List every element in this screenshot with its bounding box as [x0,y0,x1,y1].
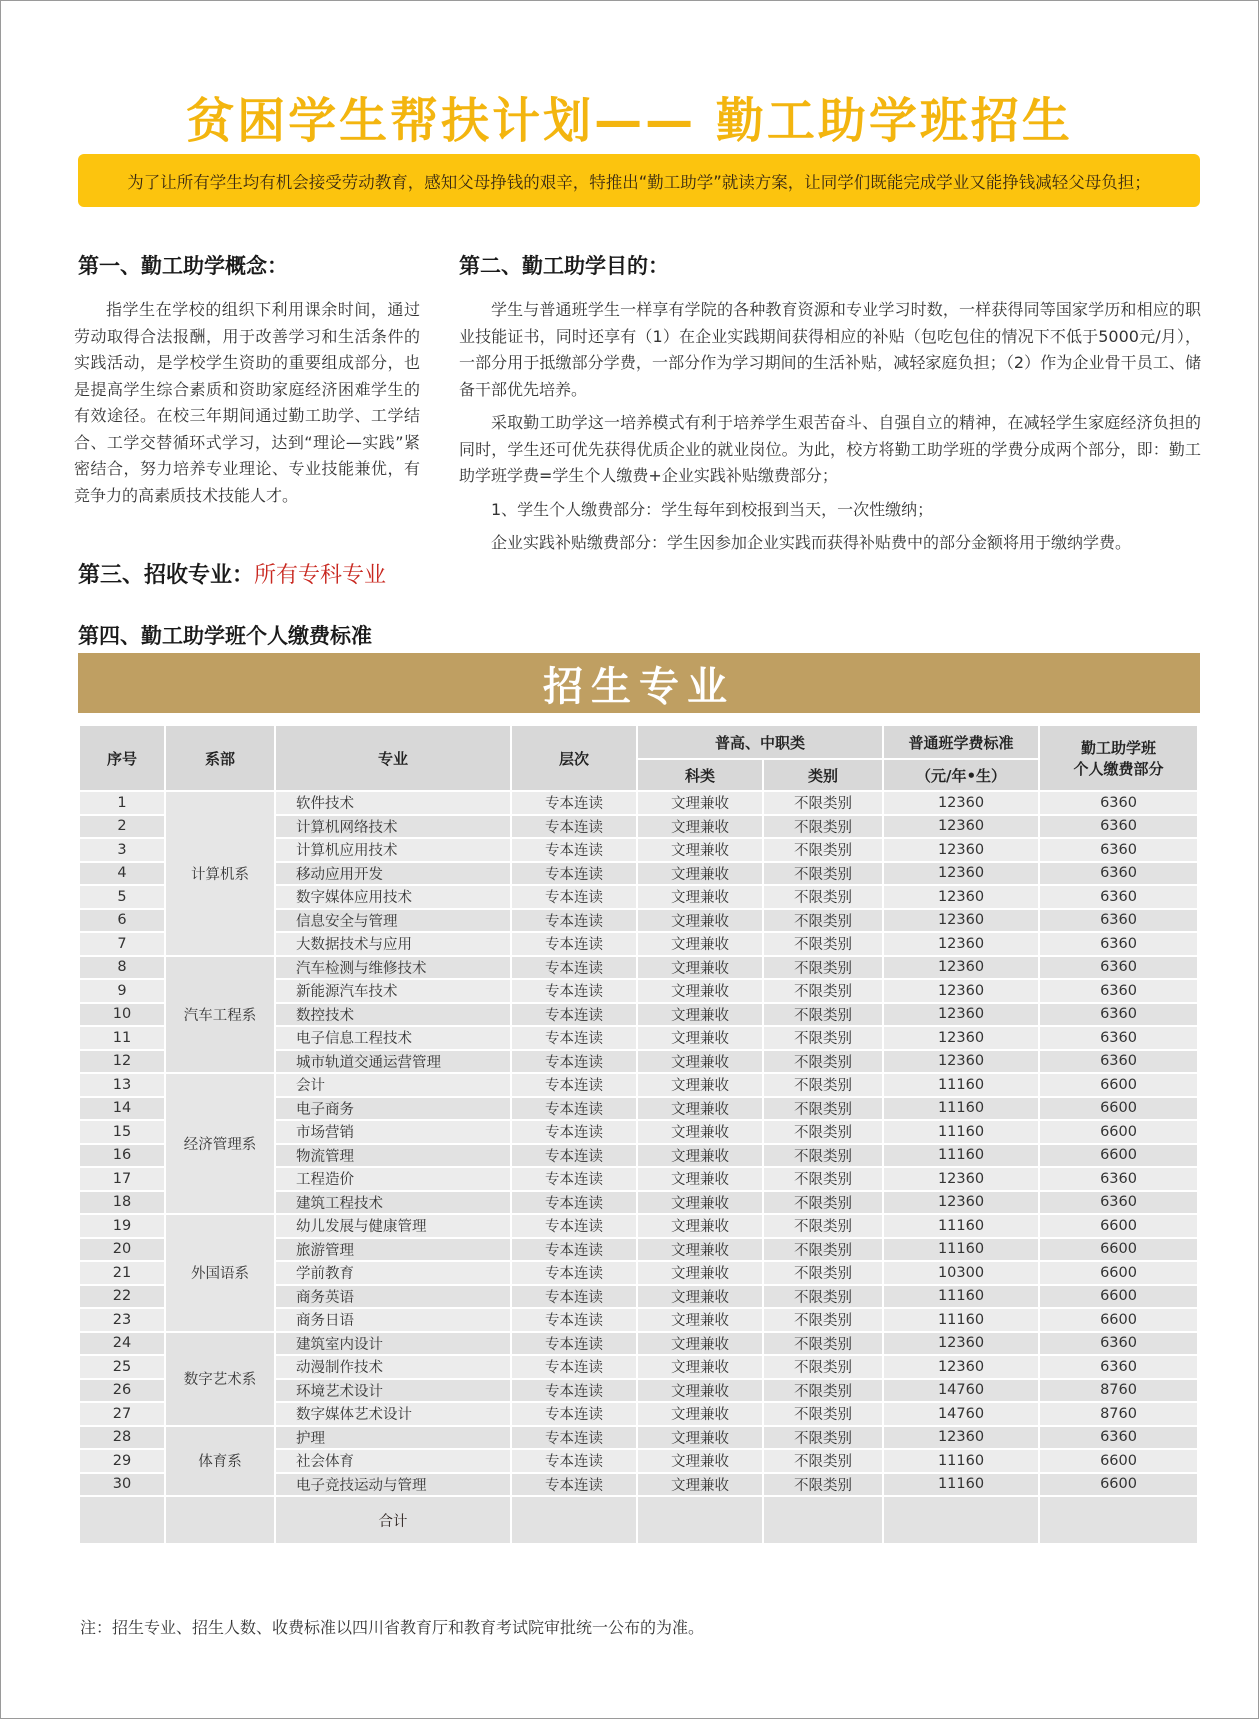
header-major: 专业 [275,725,511,791]
cell-subject: 文理兼收 [637,1026,763,1050]
cell-category: 不限类别 [763,862,883,886]
cell-work-fee: 6600 [1039,1073,1198,1097]
cell-std-fee: 11160 [883,1120,1039,1144]
cell-subject: 文理兼收 [637,979,763,1003]
cell-major: 旅游管理 [275,1238,511,1262]
cell-std-fee: 12360 [883,815,1039,839]
cell-category: 不限类别 [763,1026,883,1050]
section3-heading [78,558,386,589]
cell-subject: 文理兼收 [637,1050,763,1074]
section4-heading: 第四、勤工助学班个人缴费标准 [78,624,372,648]
cell-level: 专本连读 [511,1285,637,1309]
table-row [79,1214,1198,1238]
cell-work-fee: 6360 [1039,932,1198,956]
table-row [79,956,1198,980]
cell-seq: 11 [79,1026,165,1050]
cell-seq: 28 [79,1426,165,1450]
cell-level: 专本连读 [511,791,637,815]
cell-level: 专本连读 [511,1379,637,1403]
cell-seq: 17 [79,1167,165,1191]
cell-level: 专本连读 [511,1426,637,1450]
header-std-fee-1: 普通班学费标准 [883,725,1039,759]
cell-dept: 体育系 [165,1426,275,1497]
cell-subject: 文理兼收 [637,909,763,933]
cell-std-fee: 12360 [883,885,1039,909]
cell-level: 专本连读 [511,1473,637,1497]
cell-work-fee: 6360 [1039,838,1198,862]
cell-seq: 12 [79,1050,165,1074]
header-work-fee [1039,725,1198,791]
cell-major: 学前教育 [275,1261,511,1285]
cell-category: 不限类别 [763,1238,883,1262]
cell-category: 不限类别 [763,1214,883,1238]
cell-level: 专本连读 [511,1402,637,1426]
cell-seq: 21 [79,1261,165,1285]
total-seq [79,1496,165,1544]
total-level [511,1496,637,1544]
cell-work-fee: 6600 [1039,1120,1198,1144]
header-category: 类别 [763,759,883,791]
cell-work-fee: 6600 [1039,1144,1198,1168]
cell-major: 电子信息工程技术 [275,1026,511,1050]
table-row [79,791,1198,815]
cell-level: 专本连读 [511,1073,637,1097]
cell-level: 专本连读 [511,932,637,956]
cell-subject: 文理兼收 [637,1191,763,1215]
cell-level: 专本连读 [511,1167,637,1191]
total-subject [637,1496,763,1544]
cell-seq: 14 [79,1097,165,1121]
cell-level: 专本连读 [511,1026,637,1050]
table-row [79,1426,1198,1450]
cell-major: 电子竞技运动与管理 [275,1473,511,1497]
cell-work-fee: 6600 [1039,1214,1198,1238]
cell-category: 不限类别 [763,1050,883,1074]
cell-std-fee: 11160 [883,1073,1039,1097]
fee-table-body [79,791,1198,1496]
cell-dept: 计算机系 [165,791,275,956]
cell-subject: 文理兼收 [637,1308,763,1332]
table-row [79,1073,1198,1097]
cell-major: 汽车检测与维修技术 [275,956,511,980]
header-seq: 序号 [79,725,165,791]
cell-level: 专本连读 [511,1308,637,1332]
cell-major: 护理 [275,1426,511,1450]
cell-seq: 13 [79,1073,165,1097]
cell-subject: 文理兼收 [637,1167,763,1191]
header-work-fee-line1: 勤工助学班 [1081,739,1157,757]
cell-std-fee: 11160 [883,1097,1039,1121]
cell-subject: 文理兼收 [637,1214,763,1238]
cell-category: 不限类别 [763,956,883,980]
header-work-fee-line2: 个人缴费部分 [1073,760,1164,778]
cell-category: 不限类别 [763,1285,883,1309]
section1-paragraph: 指学生在学校的组织下利用课余时间，通过劳动取得合法报酬，用于改善学习和生活条件的实践活动，是学校学生资助的重要组成部分，也是提高学生综合素质和资助家庭经济困难学生的有效途径。在校三年期间通过勤工助学、工学结合、工学交替循环式学习，达到“理论—实践”紧密结合，努力培养专业理论、专业技能兼优，有竞争力的高素质技术技能人才。 [74,300,420,505]
cell-work-fee: 6360 [1039,1355,1198,1379]
cell-category: 不限类别 [763,1120,883,1144]
cell-level: 专本连读 [511,1050,637,1074]
cell-std-fee: 11160 [883,1238,1039,1262]
section3-label: 第三、招收专业： [78,563,255,588]
cell-std-fee: 12360 [883,932,1039,956]
table-banner-title: 招生专业 [543,663,735,710]
cell-major: 电子商务 [275,1097,511,1121]
cell-work-fee: 6360 [1039,1332,1198,1356]
cell-work-fee: 6360 [1039,979,1198,1003]
cell-seq: 9 [79,979,165,1003]
cell-level: 专本连读 [511,979,637,1003]
cell-seq: 18 [79,1191,165,1215]
cell-seq: 5 [79,885,165,909]
cell-subject: 文理兼收 [637,1144,763,1168]
cell-category: 不限类别 [763,838,883,862]
cell-level: 专本连读 [511,815,637,839]
cell-category: 不限类别 [763,1426,883,1450]
section2-paragraph-3: 1、学生个人缴费部分：学生每年到校报到当天，一次性缴纳； [491,499,934,519]
cell-category: 不限类别 [763,1261,883,1285]
cell-seq: 6 [79,909,165,933]
cell-work-fee: 6360 [1039,1050,1198,1074]
cell-level: 专本连读 [511,1238,637,1262]
cell-category: 不限类别 [763,1308,883,1332]
cell-dept: 经济管理系 [165,1073,275,1214]
cell-work-fee: 6360 [1039,1426,1198,1450]
cell-std-fee: 10300 [883,1261,1039,1285]
cell-work-fee: 6360 [1039,909,1198,933]
cell-level: 专本连读 [511,1097,637,1121]
cell-subject: 文理兼收 [637,932,763,956]
cell-seq: 3 [79,838,165,862]
cell-work-fee: 6360 [1039,1191,1198,1215]
cell-std-fee: 12360 [883,838,1039,862]
table-row [79,1332,1198,1356]
cell-work-fee: 6600 [1039,1285,1198,1309]
header-subject: 科类 [637,759,763,791]
cell-major: 工程造价 [275,1167,511,1191]
cell-std-fee: 12360 [883,956,1039,980]
cell-std-fee: 12360 [883,791,1039,815]
cell-category: 不限类别 [763,1167,883,1191]
cell-category: 不限类别 [763,1379,883,1403]
cell-major: 物流管理 [275,1144,511,1168]
cell-major: 新能源汽车技术 [275,979,511,1003]
cell-major: 幼儿发展与健康管理 [275,1214,511,1238]
cell-work-fee: 8760 [1039,1379,1198,1403]
cell-std-fee: 11160 [883,1144,1039,1168]
section2-paragraph-4: 企业实践补贴缴费部分：学生因参加企业实践而获得补贴费中的部分金额将用于缴纳学费。 [491,533,1132,552]
cell-std-fee: 12360 [883,1003,1039,1027]
cell-seq: 30 [79,1473,165,1497]
cell-work-fee: 6600 [1039,1473,1198,1497]
cell-seq: 26 [79,1379,165,1403]
cell-dept: 外国语系 [165,1214,275,1332]
cell-seq: 20 [79,1238,165,1262]
cell-level: 专本连读 [511,1003,637,1027]
cell-subject: 文理兼收 [637,1073,763,1097]
cell-major: 市场营销 [275,1120,511,1144]
cell-level: 专本连读 [511,1449,637,1473]
cell-subject: 文理兼收 [637,1097,763,1121]
cell-subject: 文理兼收 [637,838,763,862]
cell-work-fee: 6360 [1039,1026,1198,1050]
cell-std-fee: 11160 [883,1449,1039,1473]
cell-seq: 19 [79,1214,165,1238]
cell-category: 不限类别 [763,1191,883,1215]
cell-major: 商务英语 [275,1285,511,1309]
cell-category: 不限类别 [763,932,883,956]
intro-text: 为了让所有学生均有机会接受劳动教育，感知父母挣钱的艰辛，特推出“勤工助学”就读方案，让同学们既能完成学业又能挣钱减轻父母负担； [127,172,1151,192]
cell-std-fee: 12360 [883,1026,1039,1050]
cell-seq: 2 [79,815,165,839]
section2-paragraph-1: 学生与普通班学生一样享有学院的各种教育资源和专业学习时数，一样获得同等国家学历和相应的职业技能证书，同时还享有（1）在企业实践期间获得相应的补贴（包吃包住的情况下不低于5000元/月），一部分用于抵缴部分学费，一部分作为学习期间的生活补贴，减轻家庭负担；（2）作为企业骨干员工、储备干部优先培养。 [459,300,1201,399]
cell-level: 专本连读 [511,862,637,886]
cell-std-fee: 12360 [883,1426,1039,1450]
cell-category: 不限类别 [763,1473,883,1497]
cell-level: 专本连读 [511,838,637,862]
cell-major: 社会体育 [275,1449,511,1473]
section2-body [459,297,1201,564]
cell-work-fee: 6600 [1039,1238,1198,1262]
cell-level: 专本连读 [511,909,637,933]
fee-table [78,724,1199,1545]
cell-subject: 文理兼收 [637,1449,763,1473]
cell-level: 专本连读 [511,1214,637,1238]
cell-category: 不限类别 [763,815,883,839]
cell-dept: 汽车工程系 [165,956,275,1074]
table-banner [78,653,1200,713]
cell-subject: 文理兼收 [637,1238,763,1262]
cell-seq: 4 [79,862,165,886]
cell-level: 专本连读 [511,1332,637,1356]
cell-major: 数控技术 [275,1003,511,1027]
cell-std-fee: 14760 [883,1379,1039,1403]
cell-major: 大数据技术与应用 [275,932,511,956]
cell-subject: 文理兼收 [637,1120,763,1144]
cell-level: 专本连读 [511,1355,637,1379]
cell-level: 专本连读 [511,1261,637,1285]
cell-subject: 文理兼收 [637,1003,763,1027]
cell-std-fee: 12360 [883,862,1039,886]
cell-seq: 8 [79,956,165,980]
cell-dept: 数字艺术系 [165,1332,275,1426]
cell-category: 不限类别 [763,979,883,1003]
cell-major: 移动应用开发 [275,862,511,886]
cell-category: 不限类别 [763,885,883,909]
cell-std-fee: 12360 [883,1050,1039,1074]
cell-std-fee: 14760 [883,1402,1039,1426]
cell-seq: 23 [79,1308,165,1332]
cell-category: 不限类别 [763,1097,883,1121]
intro-banner [78,154,1200,207]
cell-work-fee: 8760 [1039,1402,1198,1426]
cell-seq: 15 [79,1120,165,1144]
cell-major: 环境艺术设计 [275,1379,511,1403]
cell-subject: 文理兼收 [637,1355,763,1379]
cell-work-fee: 6600 [1039,1097,1198,1121]
cell-major: 软件技术 [275,791,511,815]
cell-subject: 文理兼收 [637,956,763,980]
cell-work-fee: 6360 [1039,1003,1198,1027]
cell-work-fee: 6360 [1039,956,1198,980]
cell-std-fee: 11160 [883,1308,1039,1332]
cell-seq: 25 [79,1355,165,1379]
cell-major: 城市轨道交通运营管理 [275,1050,511,1074]
cell-major: 动漫制作技术 [275,1355,511,1379]
cell-seq: 24 [79,1332,165,1356]
cell-subject: 文理兼收 [637,791,763,815]
cell-major: 建筑室内设计 [275,1332,511,1356]
cell-std-fee: 12360 [883,909,1039,933]
section2-heading: 第二、勤工助学目的： [459,254,669,278]
cell-level: 专本连读 [511,1191,637,1215]
cell-major: 计算机应用技术 [275,838,511,862]
cell-std-fee: 12360 [883,1332,1039,1356]
cell-seq: 27 [79,1402,165,1426]
cell-std-fee: 12360 [883,1355,1039,1379]
cell-level: 专本连读 [511,1144,637,1168]
total-category [763,1496,883,1544]
cell-level: 专本连读 [511,885,637,909]
section1-body [74,297,420,509]
total-work-fee [1039,1496,1198,1544]
cell-seq: 1 [79,791,165,815]
page-title: 贫困学生帮扶计划—— 勤工助学班招生 [186,93,1073,149]
cell-category: 不限类别 [763,1355,883,1379]
cell-category: 不限类别 [763,1402,883,1426]
cell-subject: 文理兼收 [637,1285,763,1309]
cell-major: 建筑工程技术 [275,1191,511,1215]
cell-category: 不限类别 [763,1332,883,1356]
cell-major: 商务日语 [275,1308,511,1332]
total-label: 合计 [275,1496,511,1544]
cell-subject: 文理兼收 [637,1402,763,1426]
cell-seq: 7 [79,932,165,956]
cell-major: 信息安全与管理 [275,909,511,933]
cell-work-fee: 6360 [1039,862,1198,886]
cell-level: 专本连读 [511,1120,637,1144]
cell-major: 计算机网络技术 [275,815,511,839]
cell-subject: 文理兼收 [637,1379,763,1403]
header-group: 普高、中职类 [637,725,883,759]
cell-work-fee: 6360 [1039,791,1198,815]
cell-seq: 16 [79,1144,165,1168]
total-std-fee [883,1496,1039,1544]
cell-category: 不限类别 [763,791,883,815]
cell-subject: 文理兼收 [637,1473,763,1497]
cell-std-fee: 11160 [883,1214,1039,1238]
cell-subject: 文理兼收 [637,1261,763,1285]
cell-major: 数字媒体应用技术 [275,885,511,909]
cell-std-fee: 12360 [883,1167,1039,1191]
cell-category: 不限类别 [763,1003,883,1027]
cell-seq: 10 [79,1003,165,1027]
cell-work-fee: 6600 [1039,1261,1198,1285]
cell-std-fee: 11160 [883,1285,1039,1309]
cell-work-fee: 6600 [1039,1449,1198,1473]
cell-category: 不限类别 [763,1144,883,1168]
header-dept: 系部 [165,725,275,791]
cell-std-fee: 11160 [883,1473,1039,1497]
total-dept [165,1496,275,1544]
cell-seq: 22 [79,1285,165,1309]
section3-value: 所有专科专业 [254,563,387,588]
header-std-fee-2: （元/年•生） [883,759,1039,791]
cell-subject: 文理兼收 [637,1426,763,1450]
cell-work-fee: 6600 [1039,1308,1198,1332]
cell-subject: 文理兼收 [637,1332,763,1356]
cell-work-fee: 6360 [1039,815,1198,839]
section2-paragraph-2: 采取勤工助学这一培养模式有利于培养学生艰苦奋斗、自强自立的精神，在减轻学生家庭经济负担的同时，学生还可优先获得优质企业的就业岗位。为此，校方将勤工助学班的学费分成两个部分，即：勤工助学班学费=学生个人缴费+企业实践补贴缴费部分； [459,413,1201,485]
cell-subject: 文理兼收 [637,862,763,886]
cell-work-fee: 6360 [1039,885,1198,909]
cell-category: 不限类别 [763,909,883,933]
cell-major: 数字媒体艺术设计 [275,1402,511,1426]
section1-heading: 第一、勤工助学概念： [78,254,288,278]
cell-subject: 文理兼收 [637,815,763,839]
footnote: 注：招生专业、招生人数、收费标准以四川省教育厅和教育考试院审批统一公布的为准。 [80,1618,705,1637]
cell-level: 专本连读 [511,956,637,980]
cell-major: 会计 [275,1073,511,1097]
header-level: 层次 [511,725,637,791]
cell-category: 不限类别 [763,1073,883,1097]
cell-work-fee: 6360 [1039,1167,1198,1191]
cell-seq: 29 [79,1449,165,1473]
cell-std-fee: 12360 [883,1191,1039,1215]
cell-subject: 文理兼收 [637,885,763,909]
cell-std-fee: 12360 [883,979,1039,1003]
cell-category: 不限类别 [763,1449,883,1473]
